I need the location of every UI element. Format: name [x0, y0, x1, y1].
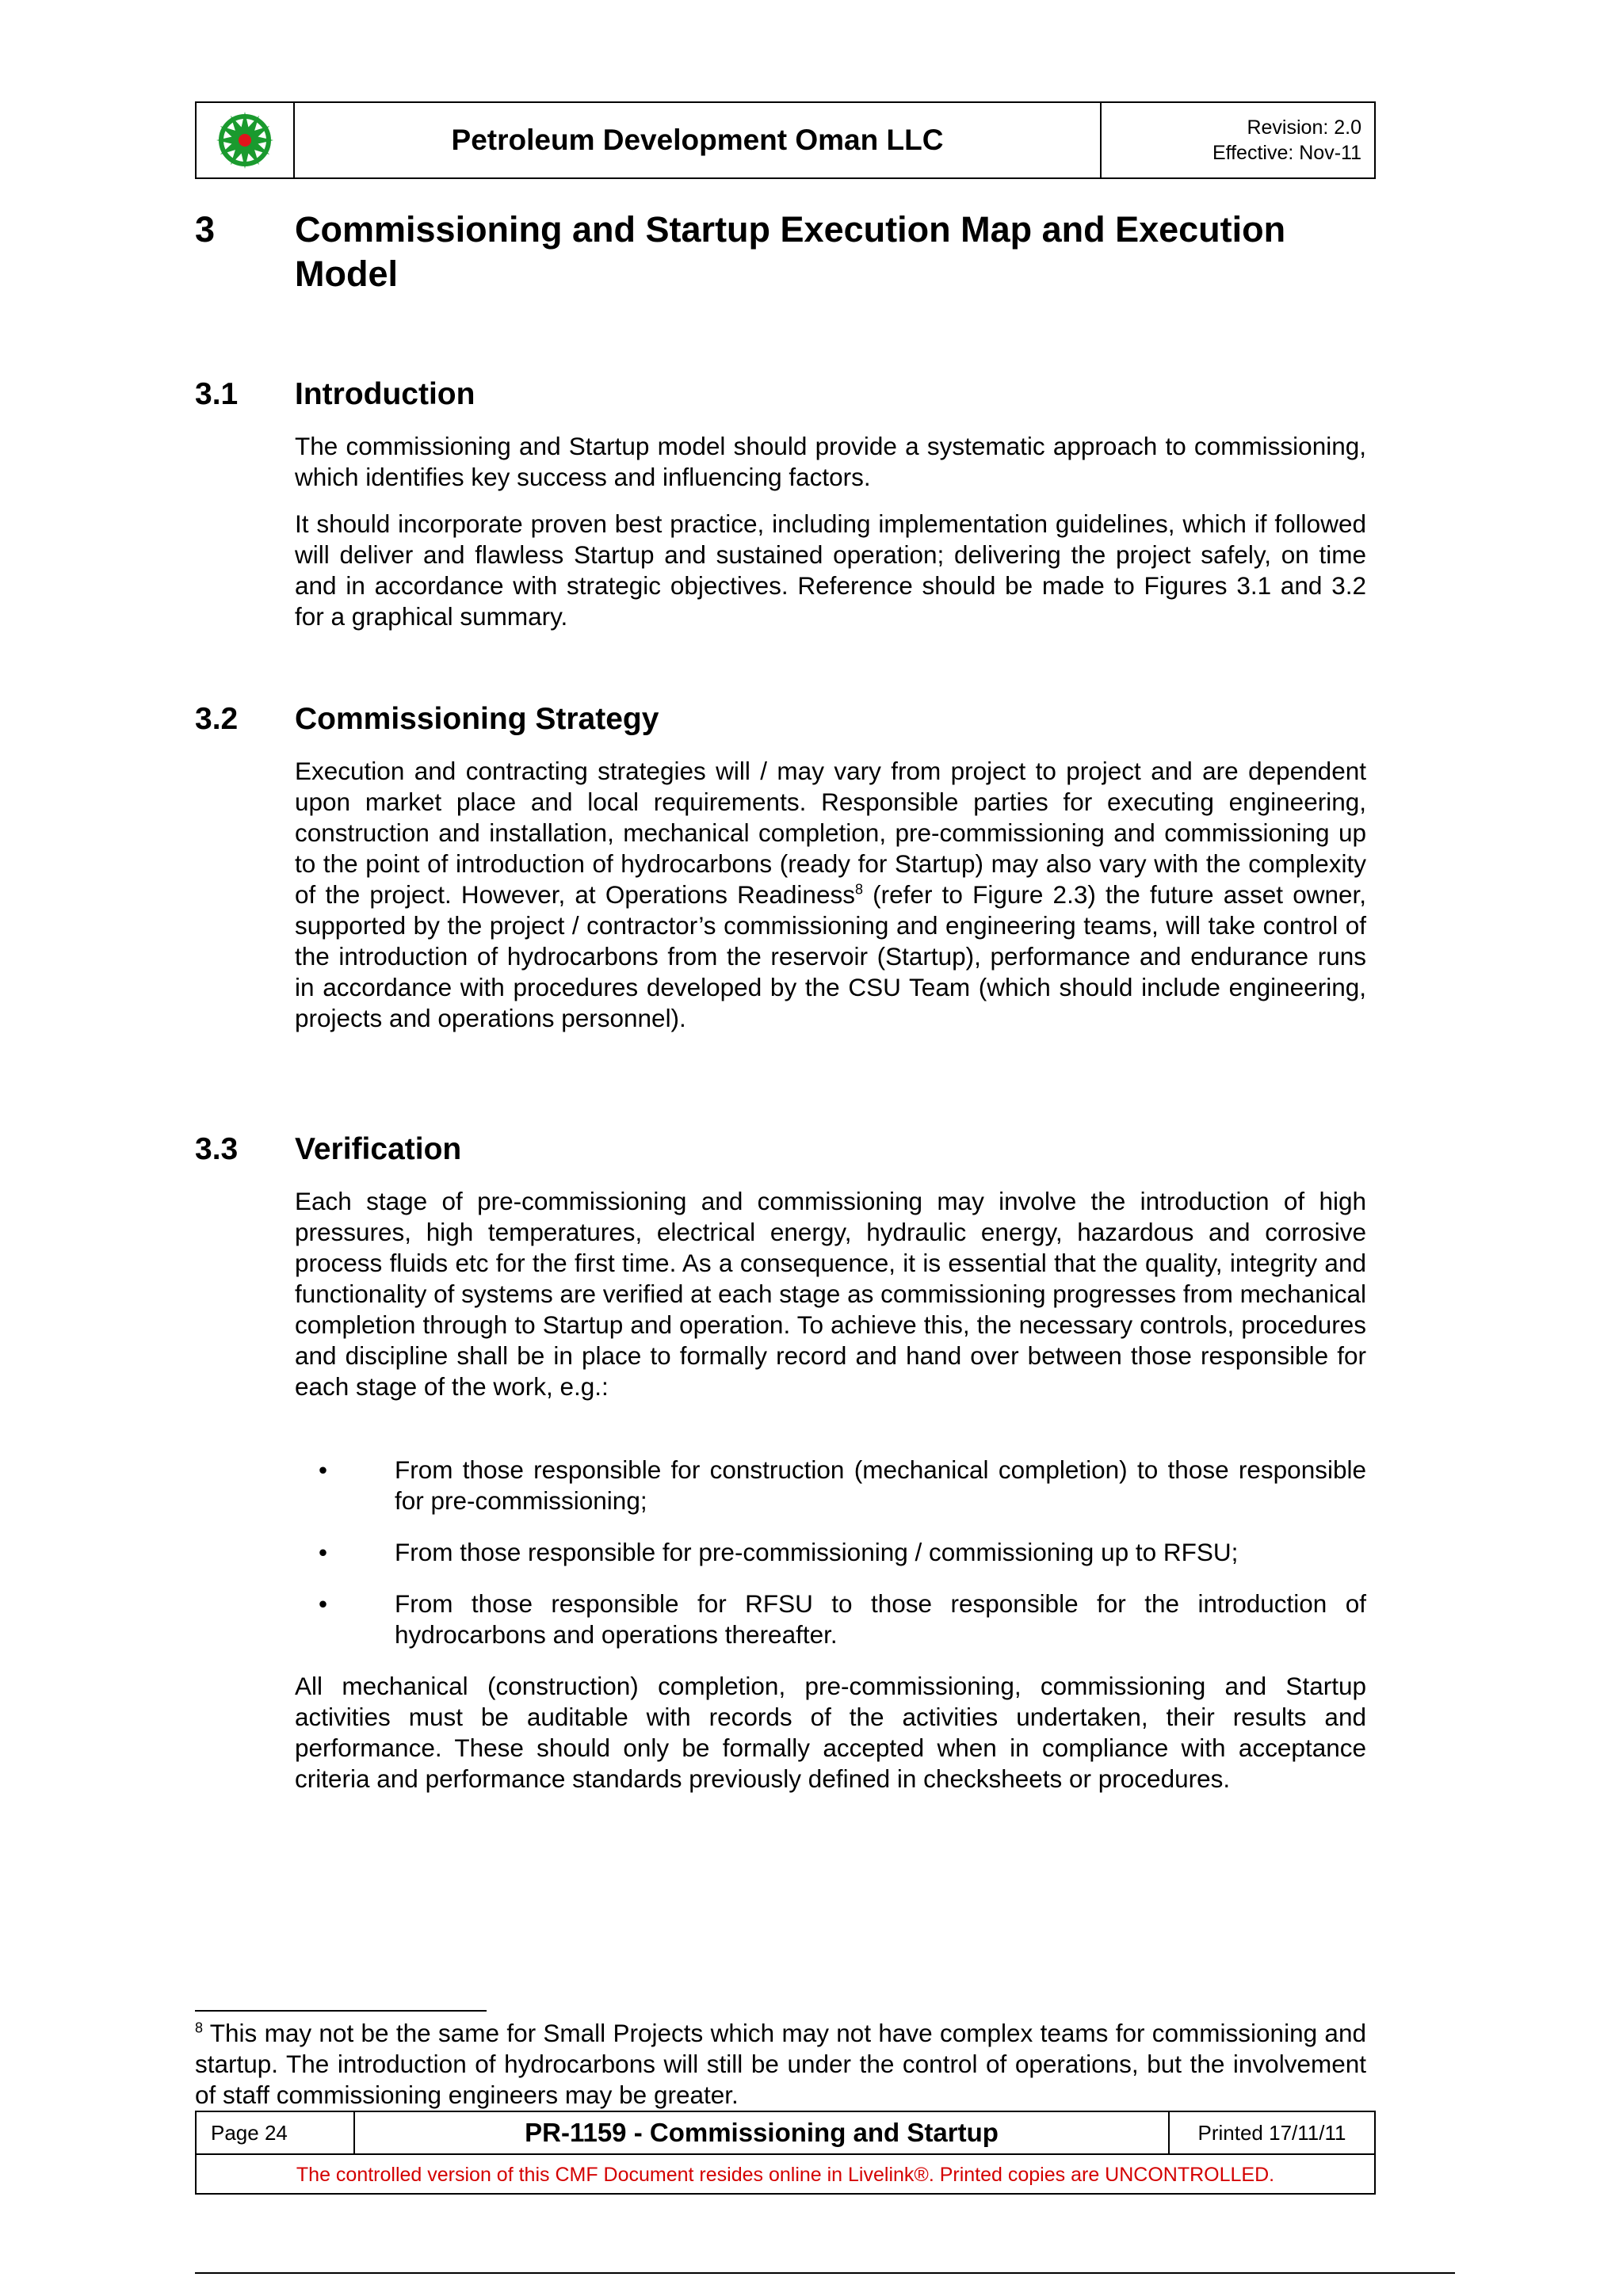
section-title-line-1: Commissioning and Startup Execution Map and Execution [295, 209, 1286, 250]
list-item-text: From those responsible for RFSU to those responsible for the introduction of hydrocarbons and operations thereafter. [395, 1589, 1366, 1649]
section-title-line-2: Model [295, 254, 398, 294]
footnote-text: This may not be the same for Small Projects which may not have complex teams for commissioning and startup. The introduction of hydrocarbons will still be under the control of operations, but the involvement of staff commissioning engineers may be greater. [195, 2019, 1366, 2109]
footnote-separator [195, 2010, 487, 2012]
bottom-divider [195, 2272, 1455, 2274]
section-number: 3.2 [195, 702, 239, 736]
section-number: 3.3 [195, 1132, 239, 1166]
verification-paragraph-2: All mechanical (construction) completion, pre-commissioning, commissioning and Startup activities must be auditable with records of the activities undertaken, their results and performance. These should only be formally accepted when in compliance with acceptance criteria and performance standards previously defined in checksheets or procedures. [295, 1672, 1366, 1793]
document-title: PR-1159 - Commissioning and Startup [355, 2112, 1170, 2153]
section-title: Verification [295, 1132, 462, 1166]
section-title: Introduction [295, 377, 475, 411]
printed-date: Printed 17/11/11 [1197, 2120, 1346, 2145]
bullet-icon: • [319, 1538, 328, 1566]
revision-cell [1102, 103, 1374, 177]
strategy-paragraph [295, 756, 1366, 1034]
intro-paragraph-1: The commissioning and Startup model should provide a systematic approach to commissioning, which identifies key success and influencing factors. [295, 432, 1366, 491]
section-title [295, 208, 1388, 296]
bullet-icon: • [319, 1455, 328, 1484]
revision-label: Revision: 2.0 [1247, 116, 1361, 139]
section-title: Commissioning Strategy [295, 702, 659, 736]
section-number: 3 [195, 209, 216, 250]
section-number: 3.1 [195, 377, 239, 411]
page-number: Page 24 [197, 2112, 355, 2153]
footer-row [197, 2112, 1374, 2155]
strategy-text-part-2: (refer to Figure 2.3) the future asset owner, supported by the project / contractor’s commissioning and engineering teams, will take control of the introduction of hydrocarbons from the reservoir (Startup), performance and endurance runs in accordance with procedures developed by the CSU Team (which should include engineering, projects and operations personnel). [295, 880, 1367, 1032]
bullet-icon: • [319, 1589, 328, 1618]
effective-date: Effective: Nov-11 [1212, 142, 1361, 164]
page-footer [195, 2111, 1376, 2195]
intro-paragraph-2: It should incorporate proven best practice, including implementation guidelines, which if followed will deliver and flawless Startup and sustained operation; delivering the project safely, on time and in accordance with strategic objectives. Reference should be made to Figures 3.1 and 3.2 for a graphical summary. [295, 509, 1366, 631]
footnote-marker: 8 [195, 2019, 204, 2036]
footnote [195, 2018, 1366, 2111]
list-item-text: From those responsible for construction (mechanical completion) to those responsible for pre-commissioning; [395, 1455, 1366, 1515]
footnote-reference: 8 [854, 881, 863, 898]
list-item-text: From those responsible for pre-commissioning / commissioning up to RFSU; [395, 1538, 1239, 1566]
uncontrolled-notice: The controlled version of this CMF Document resides online in Livelink®. Printed copies are UNCONTROLLED. [296, 2163, 1275, 2186]
strategy-text-part-1: Execution and contracting strategies will / may vary from project to project and are dependent upon market place and local requirements. Responsible parties for executing engineering, construction and installation, mechanical completion, pre-commissioning and commissioning up to the point of introduction of hydrocarbons (ready for Startup) may also vary with the complexity of the project. However, at Operations Readiness [295, 757, 1366, 909]
verification-paragraph-1: Each stage of pre-commissioning and commissioning may involve the introduction of high pressures, high temperatures, electrical energy, hydraulic energy, hazardous and corrosive process fluids etc for the first time. As a consequence, it is essential that the quality, integrity and functionality of systems are verified at each stage as commissioning progresses from mechanical completion through to Startup and operation. To achieve this, the necessary controls, procedures and discipline shall be in place to formally record and hand over between those responsible for each stage of the work, e.g.: [295, 1187, 1366, 1401]
page-header [195, 101, 1376, 179]
company-name: Petroleum Development Oman LLC [295, 103, 1102, 177]
pdo-logo-icon [213, 109, 277, 172]
logo-cell [197, 103, 295, 177]
